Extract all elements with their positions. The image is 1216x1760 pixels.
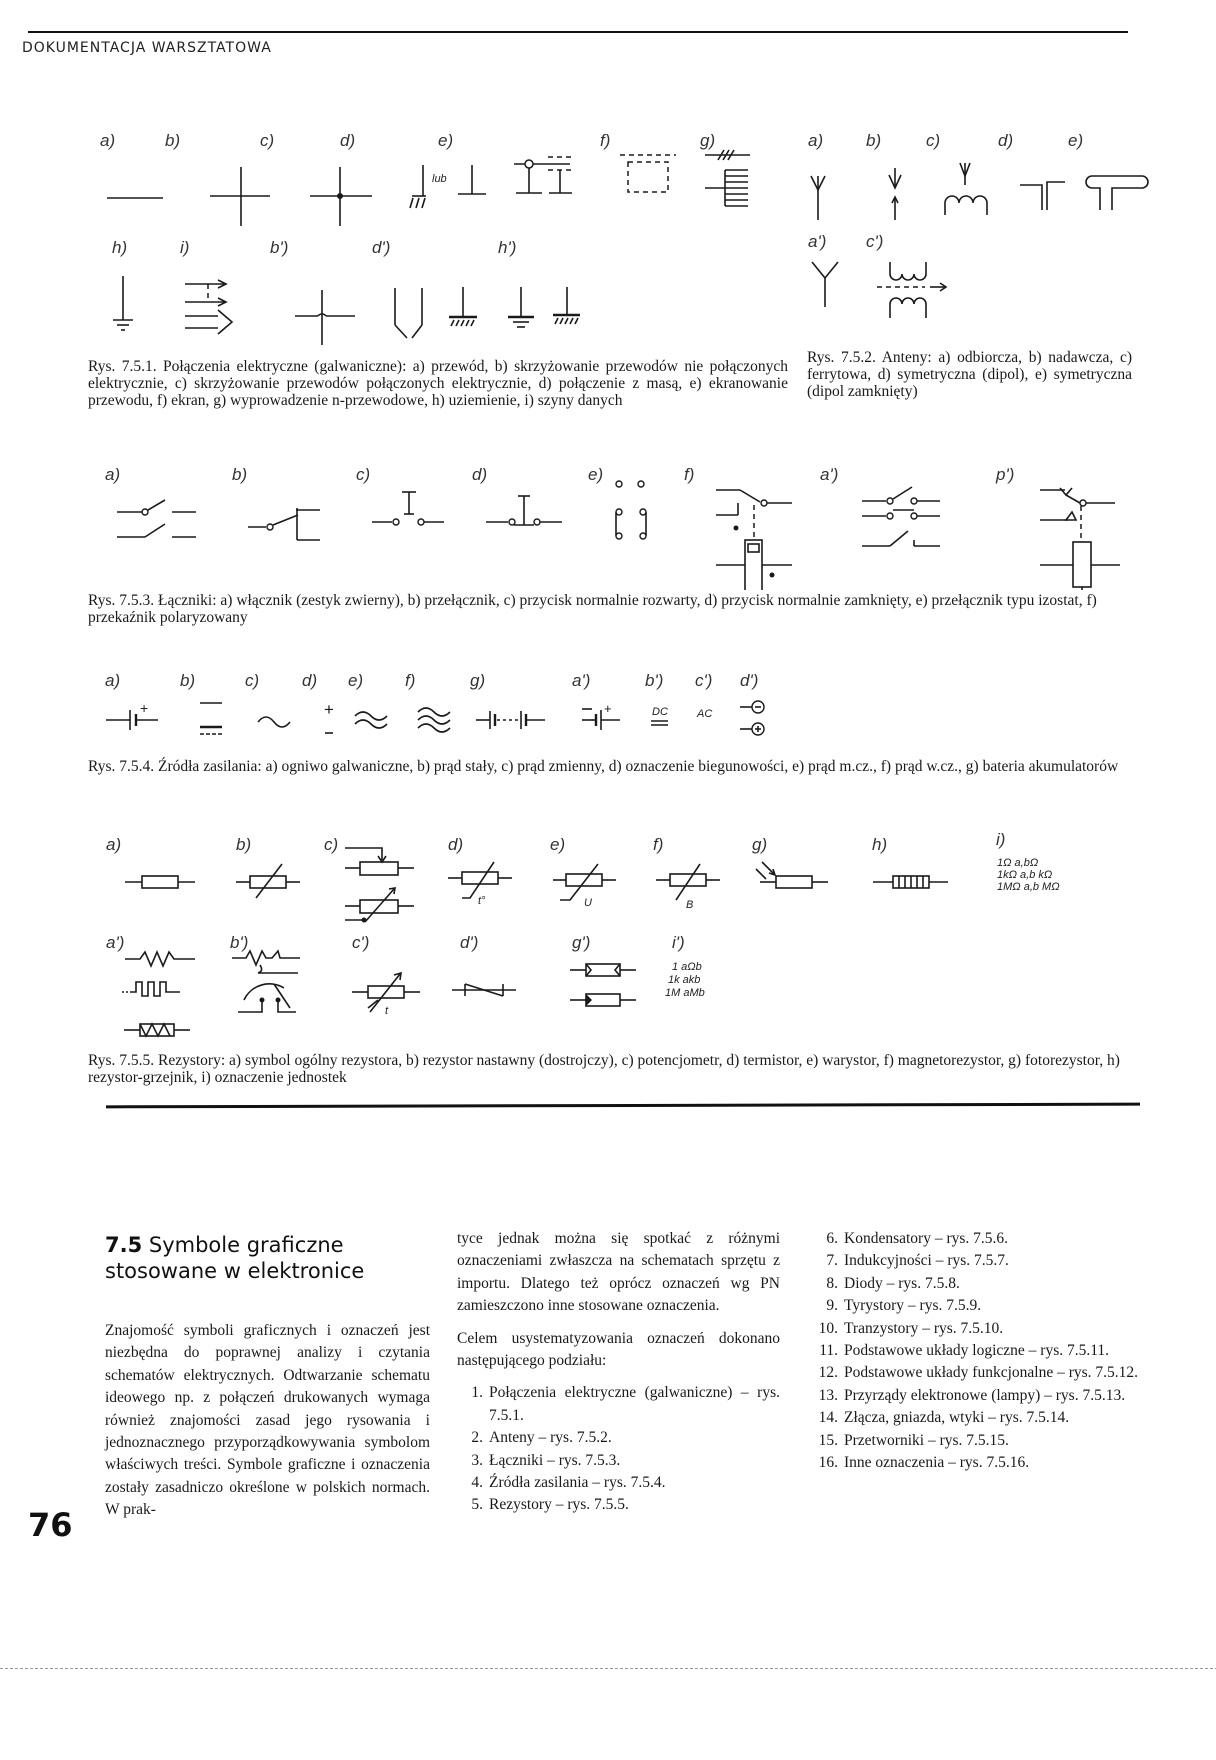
list-item: 5. Rezystory – rys. 7.5.5. (471, 1496, 629, 1514)
svg-text:b): b) (232, 465, 248, 484)
svg-text:U: U (584, 897, 592, 909)
list-item: 13. Przyrządy elektronowe (lampy) – rys. 7.5.13. (818, 1386, 1126, 1404)
svg-text:c): c) (245, 671, 260, 690)
svg-text:DC: DC (652, 706, 668, 718)
svg-text:g): g) (700, 131, 716, 150)
svg-text:h'): h') (498, 238, 517, 257)
scan-edge-line (0, 1668, 1216, 1669)
svg-text:c): c) (926, 131, 941, 150)
figure-7-5-3-symbols (0, 440, 1216, 590)
svg-text:b'): b') (230, 933, 249, 952)
svg-text:c'): c') (695, 671, 713, 690)
svg-text:g): g) (470, 671, 486, 690)
svg-text:e): e) (1068, 131, 1084, 150)
svg-text:e): e) (438, 131, 454, 150)
svg-text:b'): b') (270, 238, 289, 257)
list-item: 11. Podstawowe układy logiczne – rys. 7.5.11. (819, 1342, 1110, 1360)
body-column-2 (457, 1228, 780, 1517)
svg-text:a'): a') (808, 232, 827, 251)
fig752-label: a) (808, 131, 824, 150)
svg-text:i'): i') (672, 933, 685, 952)
figure-7-5-3-caption: Rys. 7.5.3. Łączniki: a) włącznik (zestyk zwierny), b) przełącznik, c) przycisk normalnie rozwarty, d) przycisk normalnie zamknięty, e) przełącznik typu izostat, f) przekaźnik polaryzowany (88, 592, 1097, 626)
figure-7-5-5-symbols (0, 820, 1216, 1050)
figure-7-5-1-caption: Rys. 7.5.1. Połączenia elektryczne (galwaniczne): a) przewód, b) skrzyżowanie przewodów nie połączonych elektrycznie, c) skrzyżowanie przewodów połączonych elektrycznie, d) połączenie z masą, e) ekranowanie przewodu, f) ekran, g) wyprowadzenie n-przewodowe, h) uziemienie, i) szyny danych (88, 358, 788, 409)
body-paragraph-1: Znajomość symboli graficznych i oznaczeń jest niezbędna do poprawnej analizy i czytania schematów elektrycznych. Odtwarzanie schematu ideowego np. z połączeń drukowanych wymaga również znajomości zasad jego rysowania i jednoznacznego przyporządkowywania symbolom właściwych treści. Symbole graficzne i oznaczenia zostały zasadniczo określone w polskich normach. W prak- (105, 1322, 430, 1519)
page-number: 76 (28, 1506, 73, 1544)
svg-text:b'): b') (645, 671, 664, 690)
svg-text:b): b) (866, 131, 882, 150)
svg-text:a'): a') (820, 465, 839, 484)
svg-text:d'): d') (740, 671, 759, 690)
svg-text:f): f) (684, 465, 695, 484)
svg-text:d): d) (302, 671, 318, 690)
svg-text:t°: t° (478, 895, 486, 907)
section-number: 7.5 (105, 1233, 143, 1257)
svg-text:1M aMb: 1M aMb (665, 987, 705, 999)
list-item: 12. Podstawowe układy funkcjonalne – rys. 7.5.12. (818, 1364, 1139, 1382)
svg-text:b): b) (165, 131, 181, 150)
list-item: 9. Tyrystory – rys. 7.5.9. (826, 1297, 982, 1315)
svg-text:d): d) (998, 131, 1014, 150)
list-item: 1. Połączenia elektryczne (galwaniczne) – rys. 7.5.1. (471, 1384, 780, 1424)
list-item: 6. Kondensatory – rys. 7.5.6. (826, 1230, 1009, 1247)
svg-text:c): c) (356, 465, 371, 484)
svg-text:a'): a') (106, 933, 125, 952)
svg-text:c'): c') (352, 933, 370, 952)
svg-text:a): a) (105, 671, 121, 690)
svg-text:1MΩ a,b MΩ: 1MΩ a,b MΩ (997, 881, 1060, 893)
svg-text:1kΩ a,b kΩ: 1kΩ a,b kΩ (997, 869, 1053, 881)
figure-7-5-5-caption: Rys. 7.5.5. Rezystory: a) symbol ogólny rezystora, b) rezystor nastawny (dostrojczy), c) potencjometr, d) termistor, e) warystor, f) magnetorezystor, g) fotorezystor, h) rezystor-grzejnik, i) oznaczenie jednostek (88, 1052, 1120, 1086)
svg-text:f): f) (405, 671, 416, 690)
svg-text:c'): c') (866, 232, 884, 251)
category-list-part-2 (812, 1228, 1142, 1474)
svg-text:d): d) (340, 131, 356, 150)
svg-text:h): h) (872, 835, 888, 854)
svg-text:a): a) (105, 465, 121, 484)
svg-text:b): b) (236, 835, 252, 854)
body-paragraph-2: Celem usystematyzowania oznaczeń dokonano następującego podziału: (457, 1329, 780, 1370)
svg-text:i): i) (180, 238, 190, 257)
svg-text:1Ω a,bΩ: 1Ω a,bΩ (997, 857, 1039, 869)
svg-text:lub: lub (432, 173, 447, 185)
running-head: DOKUMENTACJA WARSZTATOWA (22, 40, 272, 56)
svg-text:d'): d') (372, 238, 391, 257)
svg-text:d): d) (448, 835, 464, 854)
list-item: 4. Źródła zasilania – rys. 7.5.4. (471, 1474, 666, 1492)
svg-text:g): g) (752, 835, 768, 854)
body-column-3 (812, 1228, 1142, 1474)
svg-text:d'): d') (460, 933, 479, 952)
category-list-part-1 (457, 1382, 780, 1516)
list-item: 7. Indukcyjności – rys. 7.5.7. (826, 1252, 1009, 1270)
section-divider (106, 1103, 1140, 1109)
svg-text:g'): g') (572, 933, 591, 952)
figure-7-5-1-symbols (0, 0, 1216, 350)
svg-text:f): f) (653, 835, 664, 854)
svg-text:c): c) (324, 835, 339, 854)
section-heading (105, 1232, 405, 1284)
svg-text:i): i) (996, 830, 1006, 849)
svg-text:e): e) (588, 465, 604, 484)
svg-text:d): d) (472, 465, 488, 484)
svg-text:a'): a') (572, 671, 591, 690)
body-paragraph-1-continued: tyce jednak można się spotkać z różnymi oznaczeniami zwłaszcza na schematach sprzętu z importu. Dlatego też oprócz oznaczeń wg PN zamieszczono inne stosowane oznaczenia. (457, 1230, 780, 1315)
list-item: 3. Łączniki – rys. 7.5.3. (471, 1451, 621, 1469)
svg-text:h): h) (112, 238, 128, 257)
svg-text:+: + (324, 700, 334, 719)
svg-text:1k akb: 1k akb (668, 974, 701, 986)
list-item: 14. Złącza, gniazda, wtyki – rys. 7.5.14. (818, 1409, 1070, 1427)
list-item: 2. Anteny – rys. 7.5.2. (471, 1429, 612, 1447)
svg-text:e): e) (550, 835, 566, 854)
svg-text:t: t (385, 1005, 389, 1017)
fig751-label: a) (100, 131, 116, 150)
figure-7-5-2-caption: Rys. 7.5.2. Anteny: a) odbiorcza, b) nadawcza, c) ferrytowa, d) symetryczna (dipol), e) symetryczna (dipol zamknięty) (807, 349, 1132, 400)
svg-text:b): b) (180, 671, 196, 690)
svg-text:f): f) (600, 131, 611, 150)
figure-7-5-4-caption: Rys. 7.5.4. Źródła zasilania: a) ogniwo galwaniczne, b) prąd stały, c) prąd zmienny, d) oznaczenie biegunowości, e) prąd m.cz., f) prąd w.cz., g) bateria akumulatorów (88, 758, 1119, 775)
svg-text:B: B (686, 899, 694, 911)
list-item: 10. Tranzystory – rys. 7.5.10. (818, 1319, 1004, 1337)
svg-text:e): e) (348, 671, 364, 690)
figure-7-5-4-symbols (0, 660, 1216, 755)
svg-text:+: + (140, 700, 149, 716)
svg-text:c): c) (260, 131, 275, 150)
section-title: Symbole graficzne stosowane w elektronice (105, 1233, 365, 1283)
list-item: 8. Diody – rys. 7.5.8. (826, 1274, 960, 1292)
list-item: 16. Inne oznaczenia – rys. 7.5.16. (818, 1454, 1030, 1472)
svg-text:a): a) (106, 835, 122, 854)
svg-text:AC: AC (697, 708, 713, 720)
svg-text:p'): p') (996, 465, 1015, 484)
svg-text:1 aΩb: 1 aΩb (672, 961, 702, 973)
list-item: 15. Przetworniki – rys. 7.5.15. (818, 1431, 1009, 1449)
svg-text:+: + (604, 701, 612, 716)
